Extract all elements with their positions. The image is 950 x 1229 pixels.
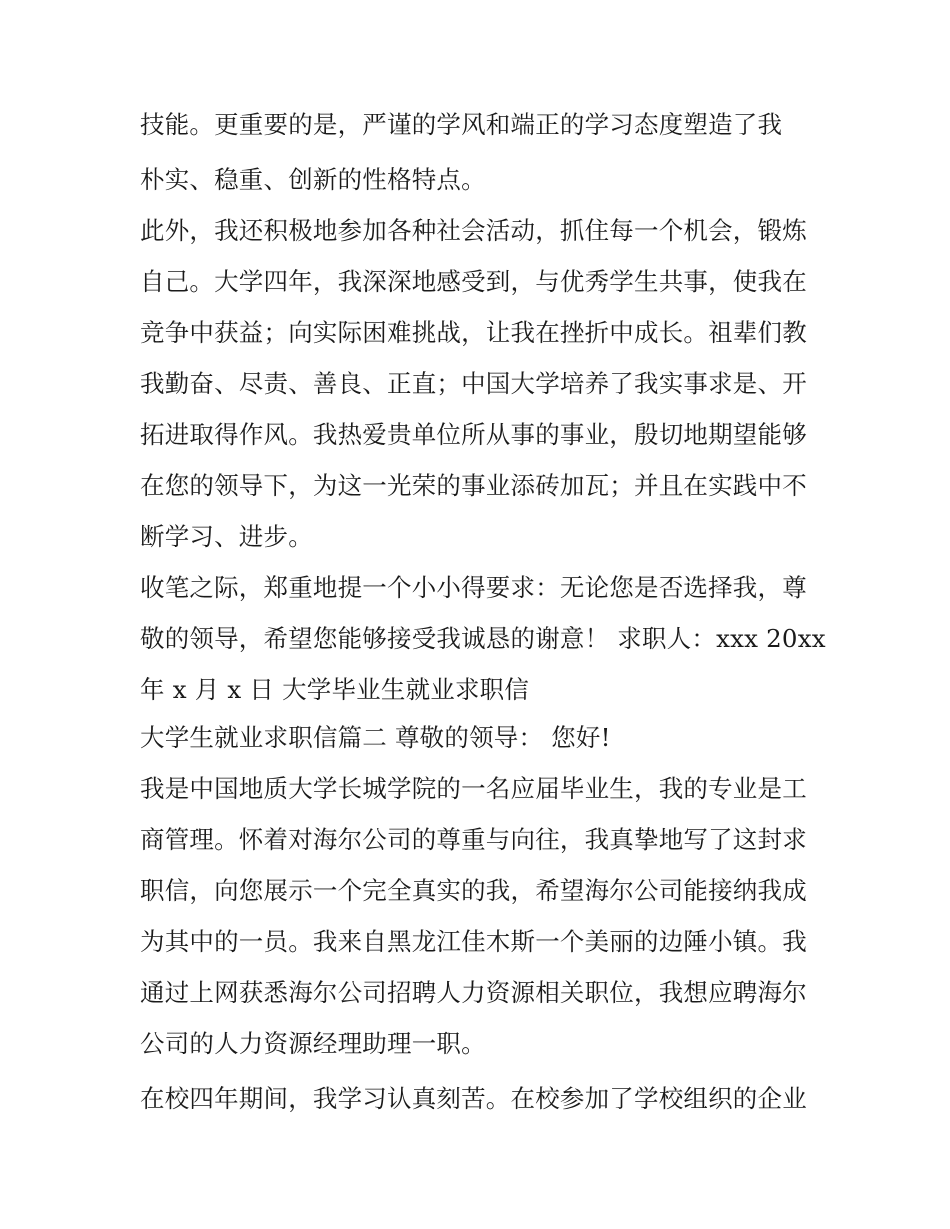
text-line: 断学习、进步。 (140, 522, 313, 551)
text-line: 在校四年期间，我学习认真刻苦。在校参加了学校组织的企业 (140, 1084, 807, 1113)
text-line: 为其中的一员。我来自黑龙江佳木斯一个美丽的边陲小镇。我 (140, 927, 807, 956)
text-line: 年 x 月 x 日 大学毕业生就业求职信 (140, 675, 530, 704)
text-line: 敬的领导，希望您能够接受我诚恳的谢意！ 求职人：xxx 20xx (140, 624, 826, 653)
text-line: 公司的人力资源经理助理一职。 (140, 1029, 486, 1058)
text-line: 在您的领导下，为这一光荣的事业添砖加瓦；并且在实践中不 (140, 471, 807, 500)
text-line: 我是中国地质大学长城学院的一名应届毕业生，我的专业是工 (140, 774, 807, 803)
text-line: 我勤奋、尽责、善良、正直；中国大学培养了我实事求是、开 (140, 369, 807, 398)
text-line: 技能。更重要的是，严谨的学风和端正的学习态度塑造了我 (140, 110, 783, 139)
letter-body (140, 107, 830, 1116)
text-line: 朴实、稳重、创新的性格特点。 (140, 165, 486, 194)
text-line: 竞争中获益；向实际困难挑战，让我在挫折中成长。祖辈们教 (140, 318, 807, 347)
text-line: 大学生就业求职信篇二 尊敬的领导： 您好! (140, 723, 611, 752)
text-line: 收笔之际，郑重地提一个小小得要求：无论您是否选择我，尊 (140, 573, 807, 602)
text-line: 自己。大学四年，我深深地感受到，与优秀学生共事，使我在 (140, 267, 807, 296)
text-line: 此外，我还积极地参加各种社会活动，抓住每一个机会，锻炼 (140, 216, 807, 245)
text-line: 商管理。怀着对海尔公司的尊重与向往，我真挚地写了这封求 (140, 825, 807, 854)
text-line: 职信，向您展示一个完全真实的我，希望海尔公司能接纳我成 (140, 876, 807, 905)
text-line: 拓进取得作风。我热爱贵单位所从事的事业，殷切地期望能够 (140, 420, 807, 449)
text-line: 通过上网获悉海尔公司招聘人力资源相关职位，我想应聘海尔 (140, 978, 807, 1007)
